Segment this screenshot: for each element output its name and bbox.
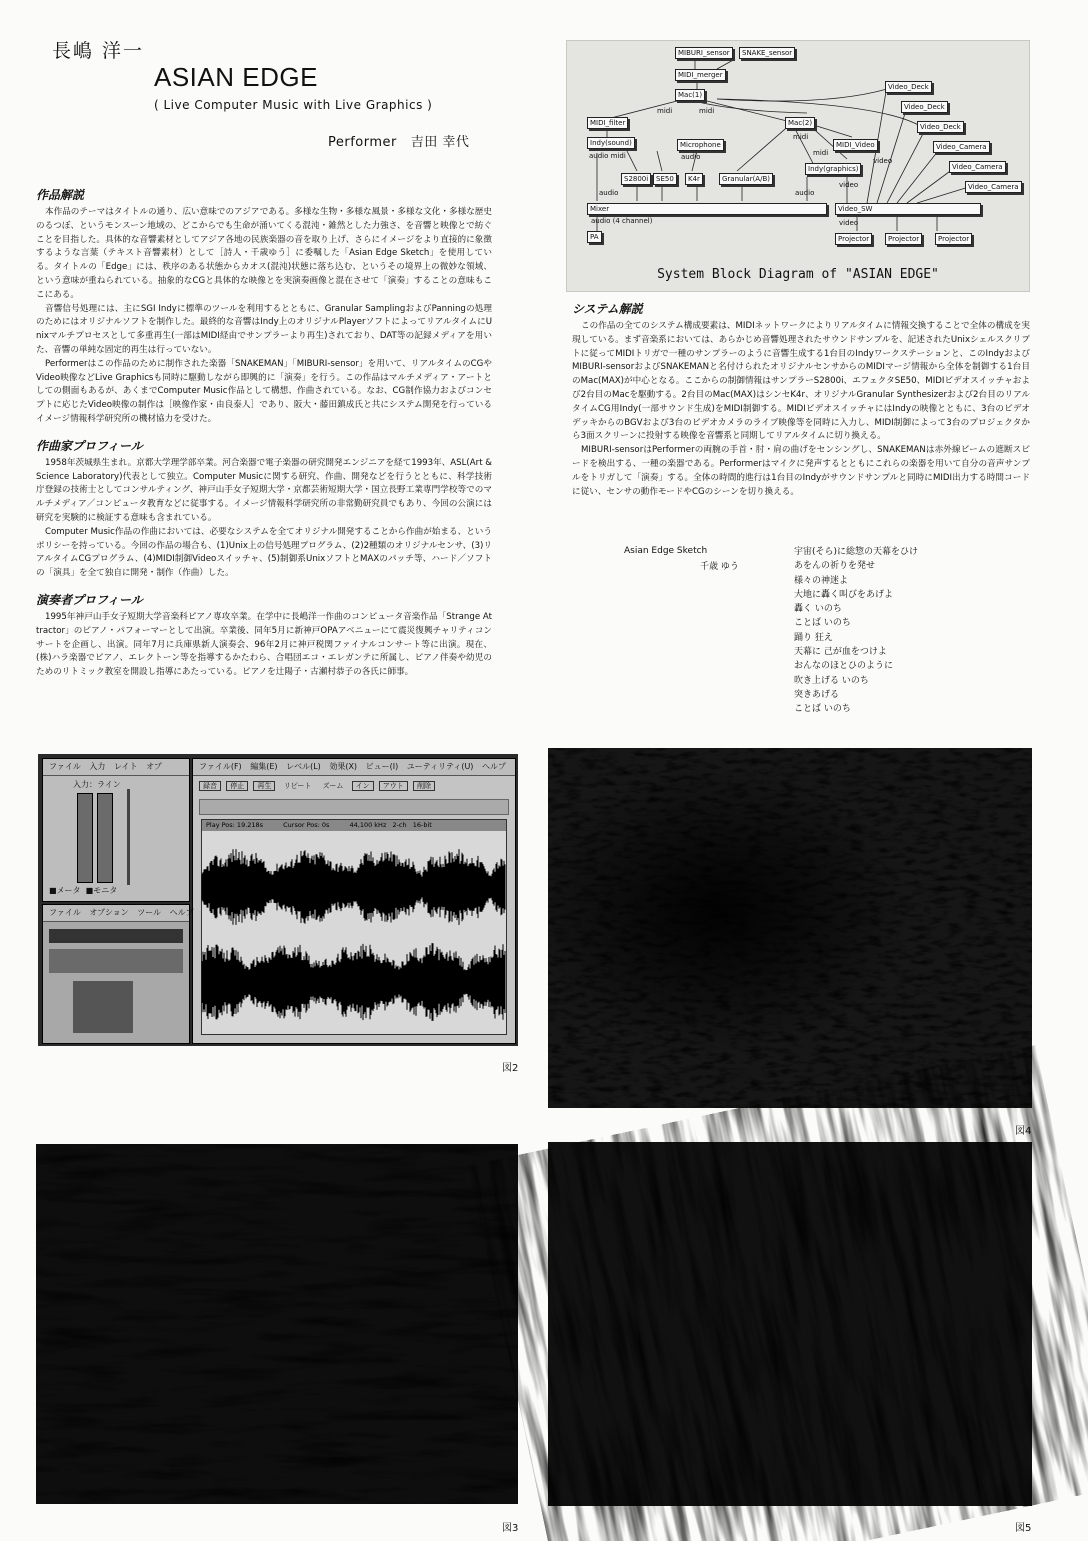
label-audio: audio	[681, 153, 701, 161]
control-window	[42, 904, 194, 1044]
label-video: video	[839, 181, 859, 189]
paragraph: 1958年茨城県生まれ。京都大学理学部卒業。河合楽器で電子楽器の研究開発エンジニアを経て1993年、ASL(Art & Science Laboratory)代表として独立。Computer Musicに関する研究、作曲、開発などを行うとともに、科学技術庁登録の技術士としてコンサルティング、神戸山手女子短期大学・京都芸術短期大学・国立長野工業専門学校等でのマルチメディア／コンピュータ教育などに従事する。イメージ情報科学研究所の非常勤研究員でもあり、今回の公演には研究を実験的に検証する意味も含まれている。	[36, 457, 492, 523]
control-panel	[73, 981, 133, 1033]
menu-item: オプション	[89, 908, 129, 917]
system-description	[572, 300, 1030, 499]
label-audio-4ch: audio (4 channel)	[591, 217, 653, 225]
transport-button: リピート	[283, 782, 312, 790]
block-snake-sensor: SNAKE_sensor	[739, 47, 795, 59]
label-audio-midi: audio midi	[589, 152, 626, 160]
block-mac1: Mac(1)	[675, 89, 705, 101]
section-heading: 作品解説	[36, 188, 85, 202]
poem-line: あをんの祈りを発せ	[794, 561, 876, 572]
paragraph: 本作品のテーマはタイトルの通り、広い意味でのアジアである。多様な生物・多様な風景・多様な文化・多様な歴史のるつぼ、というモンスーン地域の、どこからでも生命が涌いてくる混沌・雑然とした力強さ、を音響と映像とで紡ぐことを目指した。具体的な音響素材としてアジア各地の民族楽器の音を取り上げ、さらにイメージをより直接的に象徴するような言葉（テキスト音響素材）として［詩人・千歳ゆう］に委嘱した「Asian Edge Sketch」を使用している。タイトルの「Edge」には、秩序のある状態からカオス(混沌)状態に落ち込む、というその境界上の微妙な領域、という意味が重ねられている。抽象的なCGと具体的な映像とを実演奏画像と混在させて「演奏」することの意味もここにある。	[36, 207, 492, 300]
label-video: video	[873, 157, 893, 165]
block-video-camera-3: Video_Camera	[965, 181, 1022, 193]
diagram-caption: System Block Diagram of "ASIAN EDGE"	[657, 267, 939, 282]
monitor-checkbox-label: モニタ	[93, 886, 118, 895]
poem-line: 轟く いのち	[794, 604, 842, 615]
block-midi-filter: MIDI_filter	[587, 117, 628, 129]
block-k4r: K4r	[685, 173, 703, 185]
block-video-camera-2: Video_Camera	[949, 161, 1006, 173]
poem-line: 天幕に 己が血をつけよ	[794, 647, 887, 658]
block-projector-3: Projector	[935, 233, 972, 245]
block-pa: PA	[587, 231, 602, 243]
transport-button: アウト	[379, 781, 408, 791]
label-audio: audio	[599, 189, 619, 197]
menu-item: オプ	[146, 762, 162, 771]
status-cursor-pos: Cursor Pos: 0s	[283, 821, 330, 829]
label-midi: midi	[699, 107, 715, 115]
transport-button: 停止	[226, 781, 248, 791]
poem-line: 大地に轟く叫びをあげよ	[794, 589, 894, 600]
performer-label: Performer	[328, 135, 397, 150]
block-projector-2: Projector	[885, 233, 922, 245]
block-miburi-sensor: MIBURI_sensor	[675, 47, 733, 59]
control-row	[49, 929, 183, 943]
poem-title: Asian Edge Sketch	[624, 546, 708, 556]
block-projector-1: Projector	[835, 233, 872, 245]
work-title: ASIAN EDGE	[154, 62, 318, 92]
status-channels: 2-ch	[392, 821, 407, 829]
label-midi: midi	[657, 107, 673, 115]
level-meter-right	[97, 793, 113, 883]
meter-checkbox-label: メータ	[56, 886, 81, 895]
menu-item: ファイル	[49, 908, 81, 917]
menu-item: ビュー(I)	[365, 762, 399, 771]
block-mixer: Mixer	[587, 203, 827, 215]
waveform-status-bar	[202, 820, 506, 831]
section-heading: 演奏者プロフィール	[36, 592, 143, 607]
waveform-channel	[202, 849, 505, 925]
performer-credit	[328, 131, 469, 150]
block-video-deck-1: Video_Deck	[885, 81, 932, 93]
block-microphone: Microphone	[677, 139, 724, 151]
paragraph: 1995年神戸山手女子短期大学音楽科ピアノ専攻卒業。在学中に長嶋洋一作曲のコンピュータ音楽作品「Strange Attractor」のピアノ・パフォーマーとして出演。卒業後、同年5月に新神戸OPAアベニューにて震災復興チャリティコンサートを企画し、出演。同年7月に兵庫県新人演奏会、96年2月に神戸税関ファイナルコンサート等に出演。現在、(株)ハラ楽器でピアノ、エレクトーン等を指導するかたわら、合唱団エコ・エレガンテに所属し、ピアノ伴奏や幼児のためのリトミック教室を開設し指導にあたっている。ピアノを辻陽子・古瀬村恭子の各氏に師事。	[36, 611, 492, 678]
control-row	[49, 949, 183, 973]
menu-item: レベル(L)	[286, 762, 321, 771]
figure-4-image	[548, 748, 1032, 1108]
transport-button: 削除	[413, 781, 435, 791]
block-midi-video: MIDI_Video	[833, 139, 878, 151]
waveform-channel	[202, 943, 505, 1021]
poem-line: おんなのほとひのように	[794, 661, 894, 672]
section-heading: システム解説	[572, 302, 643, 316]
meter-menubar	[43, 759, 189, 776]
work-subtitle: ( Live Computer Music with Live Graphics )	[154, 98, 433, 112]
figure-5-image	[548, 1142, 1032, 1506]
label-midi: midi	[813, 149, 829, 157]
figure-4-graphic	[548, 748, 1032, 1108]
figure-3-label: 図3	[502, 1523, 519, 1534]
block-midi-merger: MIDI_merger	[675, 69, 726, 81]
section-performer-profile	[36, 591, 492, 680]
input-label: 入力：ライン	[73, 780, 121, 789]
menu-item: ユーティリティ(U)	[406, 762, 474, 771]
waveform-canvas	[202, 832, 506, 1032]
paragraph: 音響信号処理には、主にSGI Indyに標準のツールを利用するとともに、Granular SamplingおよびPanningの処理のためにはオリジナルソフトを制作した。最終的な音響はIndy上のオリジナルPlayerソフトによってリアルタイムにUnixマルチプロセスとして多重再生(一部はMIDI経由でサンプラーより再生)されており、DAT等の記録メディアを用いた、音響の単純な固定的再生は行っていない。	[36, 303, 492, 355]
block-se50: SE50	[653, 173, 677, 185]
paragraph: Computer Music作品の作曲においては、必要なシステムを全てオリジナル開発することから作曲が始まる、というポリシーを持っている。今回の作品の場合も、(1)Unix上の信号処理プログラム、(2)2種類のオリジナルセンサ、(3)リアルタイムCGプログラム、(4)MIDI制御Videoスイッチャ、(5)制御系UnixソフトとMAXのパッチ等、ハード／ソフトの「演具」を全て独自に開発・制作（作曲）した。	[36, 526, 492, 579]
figure-2-label: 図2	[502, 1063, 519, 1074]
figure-5-graphic	[548, 1142, 1032, 1506]
left-column	[36, 186, 492, 690]
poem-line: 様々の神迷よ	[794, 575, 849, 586]
label-midi: midi	[793, 133, 809, 141]
menu-item: ツール	[137, 908, 162, 917]
edit-toolbar	[199, 799, 509, 815]
figure-3-graphic	[36, 1144, 518, 1504]
editor-menubar	[193, 759, 515, 776]
menu-item: 編集(E)	[250, 762, 278, 771]
status-sample-rate: 44,100 kHz	[349, 821, 387, 829]
poem-line: ことば いのち	[794, 704, 851, 715]
block-granular: Granular(A/B)	[719, 173, 773, 185]
status-play-pos: Play Pos: 19.218s	[206, 821, 264, 829]
menu-item: レイト	[113, 762, 138, 771]
block-s2800i: S2800i	[621, 173, 651, 185]
block-video-deck-3: Video_Deck	[917, 121, 964, 133]
paragraph: Performerはこの作品のために制作された楽器「SNAKEMAN」「MIBURI-sensor」を用いて、リアルタイムのCGやVideo映像などLive Graphicsも同時に駆動しながら即興的に「演奏」を行う。この作品はマルチメディア・アートとしての側面もあるが、あくまでComputer Music作品として構想、作曲されている。なお、CG制作協力およびコンセプトに応じたVideo映像の制作は［映像作家・由良泰人］であり、阪大・藤田鎮成氏と共にシステム開発を行っているイメージ情報科学研究所の機材協力を受けた。	[36, 358, 492, 424]
level-meter-left	[77, 793, 93, 883]
transport-button: イン	[352, 781, 374, 791]
poem-line: 吹き上げる いのち	[794, 675, 869, 686]
author-name: 長嶋 洋一	[52, 40, 145, 62]
transport-bar	[199, 781, 435, 791]
transport-button: 録音	[199, 781, 221, 791]
system-block-diagram	[566, 40, 1030, 292]
figure-2-audio-editor	[38, 754, 518, 1046]
block-indy-sound: Indy(sound)	[587, 137, 635, 149]
meter-checkboxes: ■メータ ■モニタ	[49, 886, 118, 895]
level-slider	[127, 789, 130, 885]
poem-author: 千歳 ゆう	[700, 562, 739, 572]
poem-line: 宇宙(そら)に総惣の天幕をひけ	[794, 547, 919, 557]
editor-window	[192, 758, 516, 1044]
block-mac2: Mac(2)	[785, 117, 815, 129]
paragraph: MIBURI-sensorはPerformerの両腕の手首・肘・肩の曲げをセンシングし、SNAKEMANは赤外線ビームの遮断スピードを検出する、一種の楽器である。Performerはマイクに発声するとともにこれらの楽器を用いて自分の音声サンプルをトリガして「演奏」する。全体の時間的進行は1台目のIndyがサウンドサンプルと同時にMIDI出力する時間コードに従い、センサの動作モードやCGのシーンを切り換える。	[572, 445, 1030, 497]
label-audio: audio	[795, 189, 815, 197]
waveform-view	[201, 819, 507, 1035]
label-video: video	[839, 219, 859, 227]
status-bit-depth: 16-bit	[412, 821, 432, 829]
menu-item: 入力	[89, 762, 106, 771]
block-video-deck-2: Video_Deck	[901, 101, 948, 113]
menu-item: 効果(X)	[329, 762, 358, 771]
transport-button: ズーム	[322, 782, 344, 790]
poem-line: 突きあげる	[794, 689, 840, 700]
menu-item: ファイル	[49, 762, 81, 771]
block-video-camera-1: Video_Camera	[933, 141, 990, 153]
paragraph: この作品の全てのシステム構成要素は、MIDIネットワークによりリアルタイムに情報交換することで全体の構成を実現している。まず音楽系においては、あらかじめ音響処理されたサウンドサンプルを、記述されたUnixシェルスクリプトに従ってMIDIトリガで一種のサンプラーのように音響生成する1台目のIndyワークステーションと、このIndyおよびMIBURI-sensorおよびSNAKEMANと名付けられたオリジナルセンサからのMIDIマージ情報から全体を制御する1台目のMac(MAX)が中心となる。ここからの制御情報はサンプラーS2800i、エフェクタSE50、MIDIビデオスイッチャおよび2台目のMacを駆動する。2台目のMac(MAX)はシンセK4r、オリジナルGranular Synthesizerおよび2台目のリアルタイムCG用Indy(一部サウンド生成)をMIDI制御する。MIDIビデオスイッチャにはIndyの映像とともに、3台のビデオデッキからのBGVおよび3台のビデオカメラのライブ映像等を同時に入力し、MIDI制御によって3台のプロジェクタから3面スクリーンに投射する映像を音響系と同期してリアルタイムに切り換える。	[572, 321, 1030, 442]
poem-line: 踊り 狂え	[794, 632, 833, 643]
transport-button: 再生	[253, 781, 275, 791]
performer-name: 吉田 幸代	[410, 135, 470, 150]
meter-window	[42, 758, 190, 902]
section-composer-profile	[36, 437, 492, 581]
menu-item: ヘルプ	[481, 762, 506, 771]
section-work-description	[36, 186, 492, 427]
figure-5-label: 図5	[1015, 1523, 1032, 1534]
block-video-switcher: Video_SW	[835, 203, 981, 215]
figure-3-image	[36, 1144, 518, 1504]
control-menubar	[43, 905, 194, 922]
block-indy-graphics: Indy(graphics)	[805, 163, 861, 175]
poem-lines	[794, 545, 918, 717]
section-heading: 作曲家プロフィール	[36, 438, 143, 453]
menu-item: ファイル(F)	[199, 762, 242, 771]
menu-item: ヘルプ	[169, 908, 194, 917]
poem-line: ことば いのち	[794, 618, 851, 629]
